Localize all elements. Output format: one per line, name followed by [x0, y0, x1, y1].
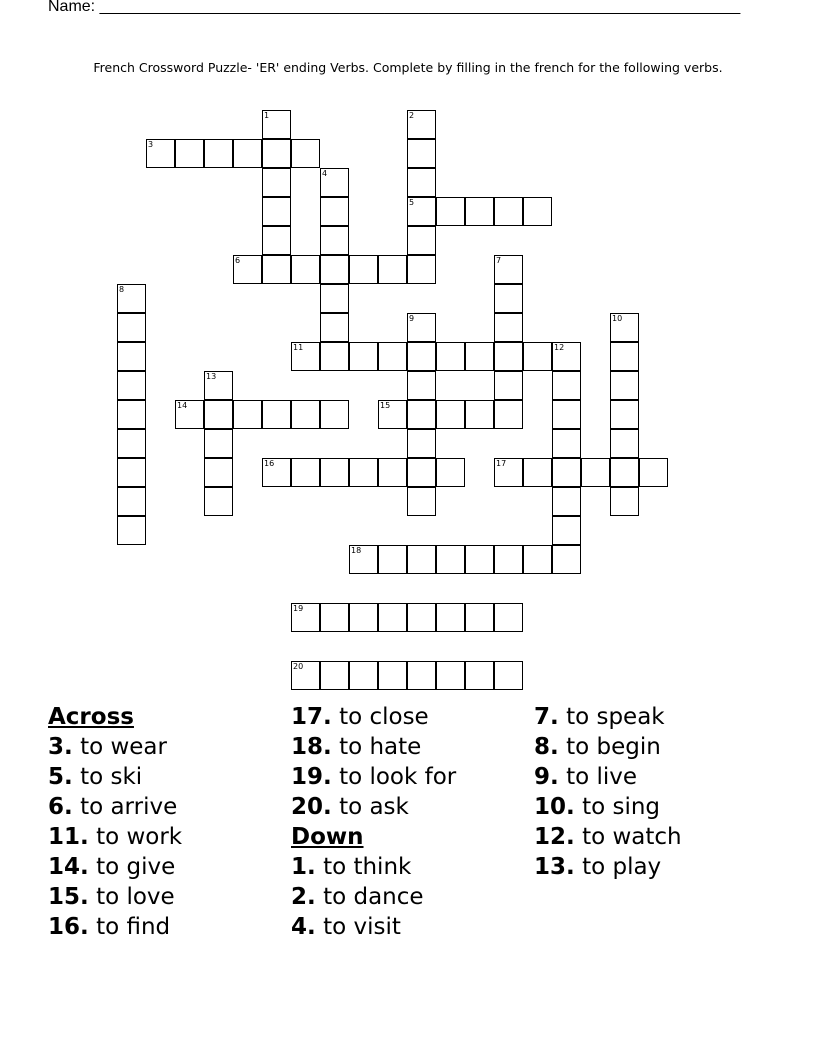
grid-cell[interactable] — [349, 255, 378, 284]
grid-cell[interactable] — [523, 197, 552, 226]
clue-item: 3. to wear — [48, 734, 167, 760]
grid-cell[interactable] — [610, 458, 639, 487]
page-title: French Crossword Puzzle- 'ER' ending Verbs. Complete by filling in the french for the following verbs. — [93, 60, 723, 75]
grid-cell[interactable] — [552, 516, 581, 545]
clue-item: 7. to speak — [534, 704, 665, 730]
grid-cell[interactable] — [291, 661, 320, 690]
grid-cell[interactable] — [407, 603, 436, 632]
grid-cell[interactable] — [407, 168, 436, 197]
clue-item: 9. to live — [534, 764, 638, 790]
clue-item: 2. to dance — [291, 884, 424, 910]
clue-number: 8 — [119, 285, 125, 294]
grid-cell[interactable] — [407, 458, 436, 487]
grid-cell[interactable] — [320, 226, 349, 255]
grid-cell[interactable] — [436, 458, 465, 487]
grid-cell[interactable] — [494, 255, 523, 284]
grid-cell[interactable] — [291, 342, 320, 371]
grid-cell[interactable] — [407, 371, 436, 400]
grid-cell[interactable] — [407, 139, 436, 168]
name-field[interactable]: Name: ________________________________________________________________________ — [48, 0, 741, 15]
grid-cell[interactable] — [378, 603, 407, 632]
grid-cell[interactable] — [465, 342, 494, 371]
grid-cell[interactable] — [494, 342, 523, 371]
grid-cell[interactable] — [204, 458, 233, 487]
grid-cell[interactable] — [233, 255, 262, 284]
grid-cell[interactable] — [349, 661, 378, 690]
grid-cell[interactable] — [610, 400, 639, 429]
grid-cell[interactable] — [320, 313, 349, 342]
col1-items — [48, 732, 182, 942]
grid-cell[interactable] — [291, 458, 320, 487]
grid-cell[interactable] — [291, 255, 320, 284]
down-heading: Down — [291, 824, 364, 850]
grid-cell[interactable] — [349, 545, 378, 574]
clue-number: 1 — [264, 111, 270, 120]
grid-cell[interactable] — [552, 487, 581, 516]
grid-cell[interactable] — [552, 400, 581, 429]
grid-cell[interactable] — [494, 284, 523, 313]
grid-cell[interactable] — [407, 661, 436, 690]
clue-item: 4. to visit — [291, 914, 401, 940]
grid-cell[interactable] — [465, 400, 494, 429]
grid-cell[interactable] — [204, 139, 233, 168]
clue-item: 17. to close — [291, 704, 429, 730]
clue-number: 20 — [293, 662, 304, 671]
grid-cell[interactable] — [407, 400, 436, 429]
clue-item: 20. to ask — [291, 794, 409, 820]
grid-cell[interactable] — [610, 313, 639, 342]
clue-item: 16. to find — [48, 914, 171, 940]
grid-cell[interactable] — [349, 603, 378, 632]
grid-cell[interactable] — [117, 313, 146, 342]
grid-cell[interactable] — [204, 371, 233, 400]
grid-cell[interactable] — [436, 400, 465, 429]
clue-number: 7 — [496, 256, 502, 265]
grid-cell[interactable] — [117, 400, 146, 429]
grid-cell[interactable] — [436, 342, 465, 371]
grid-cell[interactable] — [494, 545, 523, 574]
grid-cell[interactable] — [407, 313, 436, 342]
grid-cell[interactable] — [552, 458, 581, 487]
grid-cell[interactable] — [581, 458, 610, 487]
clue-item: 15. to love — [48, 884, 175, 910]
grid-cell[interactable] — [407, 342, 436, 371]
clue-number: 4 — [322, 169, 328, 178]
clue-item: 14. to give — [48, 854, 176, 880]
grid-cell[interactable] — [349, 342, 378, 371]
grid-cell[interactable] — [175, 400, 204, 429]
grid-cell[interactable] — [262, 400, 291, 429]
grid-cell[interactable] — [117, 284, 146, 313]
grid-cell[interactable] — [610, 429, 639, 458]
grid-cell[interactable] — [407, 226, 436, 255]
clue-column-1 — [48, 702, 182, 942]
grid-cell[interactable] — [262, 139, 291, 168]
grid-cell[interactable] — [349, 458, 378, 487]
clue-column-2 — [291, 702, 456, 942]
grid-cell[interactable] — [117, 342, 146, 371]
clue-list — [0, 700, 816, 960]
clue-number: 19 — [293, 604, 304, 613]
grid-cell[interactable] — [378, 545, 407, 574]
clue-number: 15 — [380, 401, 391, 410]
clue-item: 19. to look for — [291, 764, 457, 790]
clue-item: 18. to hate — [291, 734, 422, 760]
grid-cell[interactable] — [465, 545, 494, 574]
grid-cell[interactable] — [233, 139, 262, 168]
clue-item: 12. to watch — [534, 824, 682, 850]
grid-cell[interactable] — [523, 458, 552, 487]
grid-cell[interactable] — [552, 545, 581, 574]
grid-cell[interactable] — [175, 139, 204, 168]
grid-cell[interactable] — [523, 342, 552, 371]
grid-cell[interactable] — [407, 255, 436, 284]
grid-cell[interactable] — [552, 342, 581, 371]
grid-cell[interactable] — [320, 458, 349, 487]
grid-cell[interactable] — [494, 371, 523, 400]
clue-item: 11. to work — [48, 824, 183, 850]
grid-cell[interactable] — [465, 197, 494, 226]
clue-number: 14 — [177, 401, 188, 410]
clue-number: 16 — [264, 459, 275, 468]
grid-cell[interactable] — [552, 429, 581, 458]
grid-cell[interactable] — [436, 603, 465, 632]
grid-cell[interactable] — [407, 197, 436, 226]
grid-cell[interactable] — [291, 400, 320, 429]
grid-cell[interactable] — [436, 197, 465, 226]
grid-cell[interactable] — [378, 661, 407, 690]
grid-cell[interactable] — [407, 545, 436, 574]
grid-cell[interactable] — [436, 545, 465, 574]
grid-cell[interactable] — [407, 429, 436, 458]
grid-cell[interactable] — [378, 458, 407, 487]
grid-cell[interactable] — [291, 139, 320, 168]
clue-item: 10. to sing — [534, 794, 661, 820]
clue-column-3 — [534, 702, 682, 882]
grid-cell[interactable] — [407, 487, 436, 516]
grid-cell[interactable] — [494, 458, 523, 487]
grid-cell[interactable] — [610, 487, 639, 516]
clue-number: 3 — [148, 140, 154, 149]
grid-cell[interactable] — [146, 139, 175, 168]
grid-cell[interactable] — [494, 313, 523, 342]
clue-number: 9 — [409, 314, 415, 323]
clue-number: 11 — [293, 343, 304, 352]
grid-cell[interactable] — [320, 342, 349, 371]
grid-cell[interactable] — [320, 168, 349, 197]
grid-cell[interactable] — [320, 400, 349, 429]
clue-item: 6. to arrive — [48, 794, 178, 820]
grid-cell[interactable] — [262, 110, 291, 139]
clue-number: 13 — [206, 372, 217, 381]
grid-cell[interactable] — [320, 661, 349, 690]
grid-cell[interactable] — [378, 255, 407, 284]
grid-cell[interactable] — [117, 458, 146, 487]
clue-number: 6 — [235, 256, 241, 265]
grid-cell[interactable] — [378, 400, 407, 429]
clue-item: 13. to play — [534, 854, 662, 880]
grid-cell[interactable] — [262, 168, 291, 197]
grid-cell[interactable] — [494, 661, 523, 690]
grid-cell[interactable] — [291, 603, 320, 632]
grid-cell[interactable] — [610, 342, 639, 371]
clue-number: 17 — [496, 459, 507, 468]
grid-cell[interactable] — [204, 429, 233, 458]
clue-number: 10 — [612, 314, 623, 323]
grid-cell[interactable] — [320, 197, 349, 226]
grid-cell[interactable] — [262, 197, 291, 226]
grid-cell[interactable] — [320, 603, 349, 632]
grid-cell[interactable] — [204, 487, 233, 516]
grid-cell[interactable] — [436, 661, 465, 690]
clue-number: 5 — [409, 198, 415, 207]
clue-number: 18 — [351, 546, 362, 555]
grid-cell[interactable] — [117, 371, 146, 400]
grid-cell[interactable] — [494, 603, 523, 632]
grid-cell[interactable] — [262, 255, 291, 284]
grid-cell[interactable] — [494, 197, 523, 226]
grid-cell[interactable] — [320, 255, 349, 284]
grid-cell[interactable] — [117, 429, 146, 458]
grid-cell[interactable] — [204, 400, 233, 429]
across-heading: Across — [48, 704, 134, 730]
clue-item: 5. to ski — [48, 764, 143, 790]
grid-cell[interactable] — [552, 371, 581, 400]
grid-cell[interactable] — [639, 458, 668, 487]
grid-cell[interactable] — [233, 400, 262, 429]
grid-cell[interactable] — [465, 661, 494, 690]
grid-cell[interactable] — [523, 545, 552, 574]
grid-cell[interactable] — [407, 110, 436, 139]
clue-item: 8. to begin — [534, 734, 661, 760]
grid-cell[interactable] — [262, 226, 291, 255]
grid-cell[interactable] — [465, 603, 494, 632]
grid-cell[interactable] — [262, 458, 291, 487]
grid-cell[interactable] — [117, 487, 146, 516]
grid-cell[interactable] — [320, 284, 349, 313]
grid-cell[interactable] — [378, 342, 407, 371]
clue-item: 1. to think — [291, 854, 412, 880]
grid-cell[interactable] — [117, 516, 146, 545]
grid-cell[interactable] — [610, 371, 639, 400]
grid-cell[interactable] — [494, 400, 523, 429]
clue-number: 12 — [554, 343, 565, 352]
clue-number: 2 — [409, 111, 415, 120]
